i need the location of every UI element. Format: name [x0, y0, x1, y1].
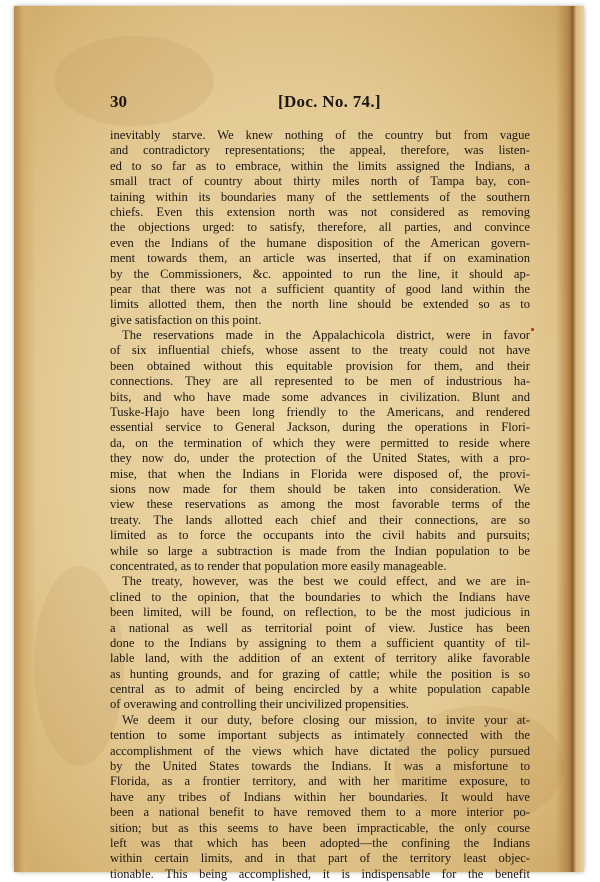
book-page — [14, 6, 584, 881]
book-gutter — [556, 6, 584, 872]
text-line: left was that which has been adopted—the confining the Indians — [110, 835, 530, 850]
text-line: limited as to force the occupants into the civil habits and pursuits; — [110, 528, 530, 543]
text-line: of six influential chiefs, whose assent to the treaty could not have — [110, 343, 530, 358]
text-line: even the Indians of the humane disposition of the American govern- — [110, 235, 530, 250]
text-line: tionable. This being accomplished, it is indispensable for the benefit — [110, 866, 530, 881]
text-line: Tuske-Hajo have been long friendly to the Americans, and rendered — [110, 405, 530, 420]
text-line: clined to the opinion, that the boundaries to which the Indians have — [110, 589, 530, 604]
text-line: treaty. The lands allotted each chief and their connections, are so — [110, 512, 530, 527]
text-line: limits allotted them, then the north line should be extended so as to — [110, 297, 530, 312]
document-label: [Doc. No. 74.] — [278, 92, 381, 111]
text-line: give satisfaction on this point. — [110, 312, 262, 327]
text-line: view these reservations as among the most favorable terms of the — [110, 497, 530, 512]
text-line: by the Commissioners, &c. appointed to run the line, it should ap- — [110, 266, 530, 281]
text-line: da, on the termination of which they were permitted to reside where — [110, 435, 530, 450]
text-line: tention to some important subjects as intimately connected with the — [110, 728, 530, 743]
text-line: The treaty, however, was the best we could effect, and we are in- — [122, 574, 530, 589]
text-line: accomplishment of the views which have dictated the policy pursued — [110, 743, 530, 758]
text-line: a national as well as territorial point of view. Justice has been — [110, 620, 530, 635]
text-line: as hunting grounds, and for grazing of cattle; while the position is so — [110, 666, 530, 681]
text-line: We deem it our duty, before closing our mission, to invite your at- — [122, 712, 530, 727]
text-line: ed to so far as to embrace, within the limits assigned the Indians, a — [110, 158, 530, 173]
text-line: while so large a subtraction is made from the Indian population to be — [110, 543, 530, 558]
text-line: connections. They are all represented to be men of industrious ha- — [110, 374, 530, 389]
text-line: and contradictory representations; the appeal, therefore, was listen- — [110, 143, 530, 158]
text-line: of overawing and controlling their uncivilized propensities. — [110, 697, 410, 712]
page-left-edge — [14, 6, 36, 872]
text-line: sions now made for them should be taken into consideration. We — [110, 481, 530, 496]
text-line: bits, and who have made some advances in civilization. Blunt and — [110, 389, 530, 404]
text-line: concentrated, as to render that population more easily manageable. — [110, 558, 447, 573]
text-line: The reservations made in the Appalachicola district, were in favor — [122, 328, 530, 343]
text-line: lable land, with the addition of an extent of territory alike favorable — [110, 651, 530, 666]
text-line: been a national benefit to have removed them to a more interior po- — [110, 805, 530, 820]
body-text — [110, 128, 530, 882]
text-line: pear that there was not a sufficient quantity of good land within the — [110, 281, 530, 296]
text-line: the objections urged: to satisfy, therefore, all parties, and convince — [110, 220, 530, 235]
text-line: essential service to General Jackson, during the operations in Flori- — [110, 420, 530, 435]
text-line: central as to admit of being encircled by a white population capable — [110, 682, 530, 697]
text-line: Florida, as a frontier territory, and with her maritime exposure, to — [110, 774, 530, 789]
text-line: have any tribes of Indians within her boundaries. It would have — [110, 789, 530, 804]
text-line: inevitably starve. We knew nothing of the country but from vague — [110, 128, 530, 142]
text-line: done to the Indians by assigning to them a sufficient quantity of til- — [110, 635, 530, 650]
text-line: chiefs. Even this extension north was not considered as removing — [110, 204, 530, 219]
text-line: by the United States towards the Indians. It was a misfortune to — [110, 759, 530, 774]
text-line: been obtained without this equitable provision for them, and their — [110, 358, 530, 373]
text-line: mise, that when the Indians in Florida were disposed of, the provi- — [110, 466, 530, 481]
page-number: 30 — [110, 92, 127, 111]
text-line: been limited, will be found, on reflection, to be the most judicious in — [110, 605, 530, 620]
text-line: sition; but as this seems to have been impracticable, the only course — [110, 820, 530, 835]
text-line: small tract of country about thirty miles north of Tampa bay, con- — [110, 174, 530, 189]
text-line: they now do, under the protection of the United States, with a pro- — [110, 451, 530, 466]
text-line: within certain limits, and in that part of the territory least objec- — [110, 851, 530, 866]
text-line: taining within its boundaries many of the settlements of the southern — [110, 189, 530, 204]
ink-speck — [531, 328, 534, 331]
text-line: ment towards them, an article was inserted, that if on examination — [110, 251, 530, 266]
running-header — [110, 92, 530, 114]
